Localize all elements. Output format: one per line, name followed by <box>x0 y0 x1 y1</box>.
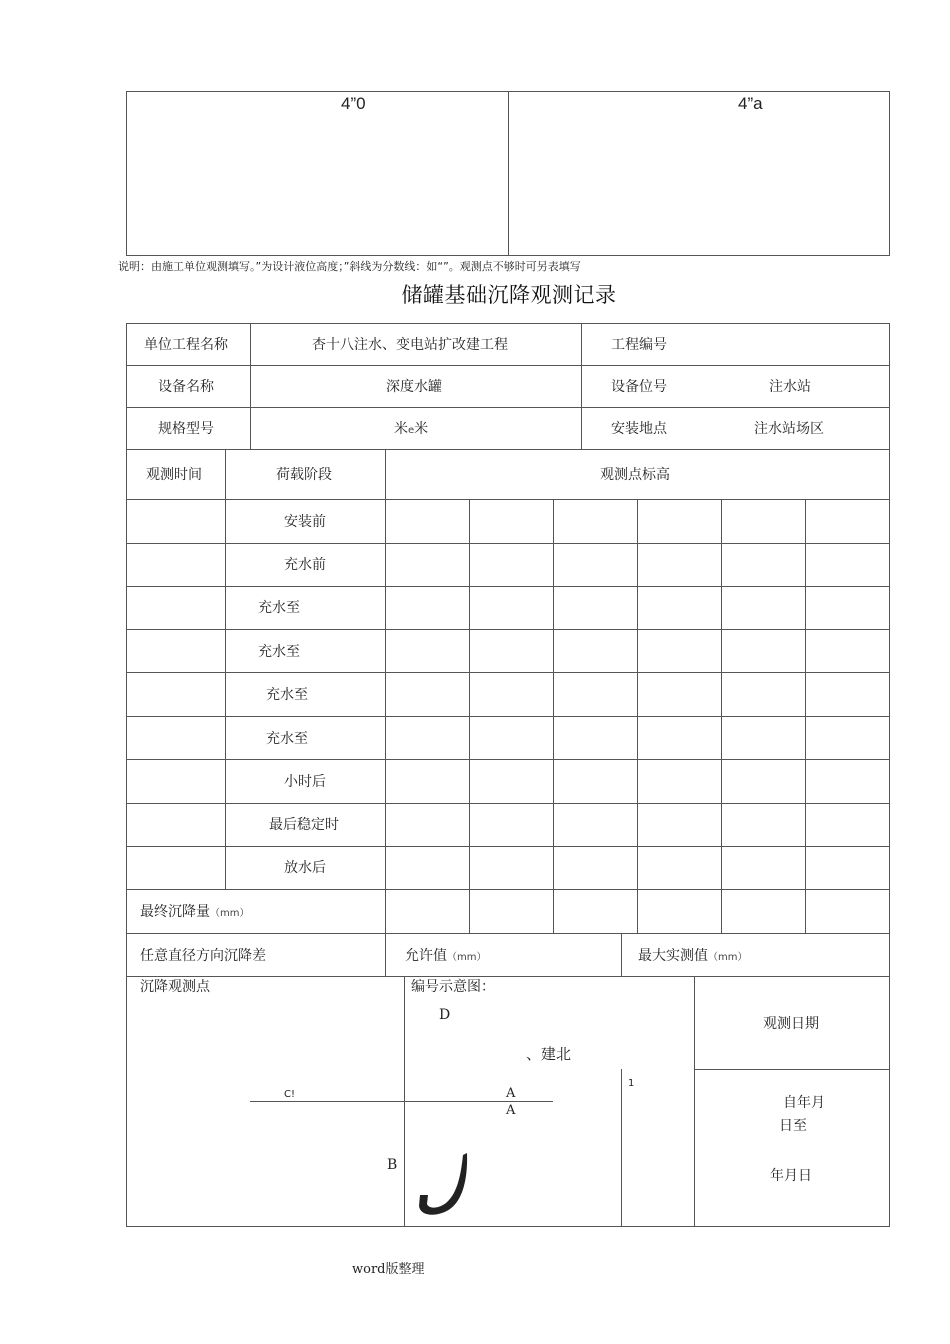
spec-label: 规格型号 <box>158 421 214 437</box>
row-line <box>126 846 890 847</box>
elevation-header: 观测点标高 <box>600 467 670 483</box>
max-measured-unit: （mm） <box>708 952 748 963</box>
diameter-diff-label: 任意直径方向沉降差 <box>140 948 266 964</box>
equipment-name-label: 设备名称 <box>158 379 214 395</box>
spec-value-b: 米 <box>414 421 429 437</box>
install-site-label: 安装地点 <box>611 421 667 437</box>
top-right-label: 4”a <box>738 94 763 113</box>
stage-label: 充水前 <box>284 557 326 573</box>
point-c-label: C! <box>284 1089 295 1100</box>
table-border-right <box>889 323 890 1227</box>
date-from-label: 自年月 <box>783 1095 825 1111</box>
col-line <box>637 499 638 933</box>
hook-mark-icon <box>416 1151 476 1221</box>
date-end-label: 年月日 <box>770 1168 812 1184</box>
col-line <box>469 499 470 933</box>
stage-label: 充水至 <box>266 687 308 703</box>
allowed-value-label <box>405 949 486 963</box>
settlement-points-label: 沉降观测点 <box>140 979 210 995</box>
equipment-position-label: 设备位号 <box>611 379 667 395</box>
date-day-label: 日至 <box>779 1118 807 1134</box>
stage-label: 放水后 <box>284 860 326 876</box>
diagram-line <box>621 1069 622 1227</box>
stage-label: 安装前 <box>284 514 326 530</box>
point-d-label: D <box>439 1007 451 1023</box>
final-settlement-text: 最终沉降量 <box>140 904 210 920</box>
row-line <box>126 543 890 544</box>
diagram-axis-line <box>250 1101 553 1102</box>
final-settlement-unit: （mm） <box>210 908 250 919</box>
row-line <box>126 759 890 760</box>
row-line <box>126 803 890 804</box>
spec-value <box>394 422 428 436</box>
col-line <box>250 323 251 449</box>
col-line <box>385 449 386 976</box>
unit-project-label: 单位工程名称 <box>144 337 228 353</box>
row-line <box>126 629 890 630</box>
col-line <box>694 976 695 1227</box>
col-line <box>805 499 806 933</box>
table-border-top <box>126 323 890 324</box>
top-box-divider <box>508 91 509 256</box>
col-line <box>553 499 554 933</box>
table-border-bottom <box>126 1226 890 1227</box>
spec-value-sub: e <box>408 425 415 436</box>
north-label: 、建北 <box>526 1045 572 1063</box>
top-left-label: 4”0 <box>341 94 366 113</box>
install-site-value: 注水站场区 <box>754 421 824 437</box>
row-line <box>126 449 890 450</box>
allowed-value-text: 允许值 <box>405 948 447 964</box>
stage-label: 充水至 <box>258 600 300 616</box>
point-a-label: A <box>506 1086 516 1101</box>
unit-project-value: 杏十八注水、变电站扩改建工程 <box>312 337 508 353</box>
row-line <box>694 1069 890 1070</box>
row-line <box>126 407 890 408</box>
max-measured-text: 最大实测值 <box>638 948 708 964</box>
row-line <box>126 716 890 717</box>
obs-time-header: 观测时间 <box>146 467 202 483</box>
point-a-label-2: A <box>506 1103 516 1118</box>
spec-value-a: 米 <box>394 421 408 437</box>
col-line <box>621 933 622 976</box>
max-measured-label <box>638 949 747 963</box>
equipment-position-value: 注水站 <box>769 379 811 395</box>
table-border-left <box>126 323 127 1227</box>
col-line <box>721 499 722 933</box>
observation-date-label: 观测日期 <box>763 1016 819 1032</box>
row-line <box>126 672 890 673</box>
col-line <box>581 323 582 449</box>
col-line <box>225 449 226 889</box>
stage-label: 充水至 <box>258 644 300 660</box>
numbering-diagram-label: 编号示意图： <box>411 979 495 995</box>
point-one-label: 1 <box>628 1078 635 1089</box>
allowed-value-unit: （mm） <box>447 952 487 963</box>
stage-label: 最后稳定时 <box>269 817 339 833</box>
row-line <box>126 499 890 500</box>
point-b-label: B <box>387 1157 398 1173</box>
row-line <box>126 586 890 587</box>
row-line <box>126 976 890 977</box>
settlement-record-table <box>126 323 890 1227</box>
footer-text: word版整理 <box>352 1262 425 1277</box>
final-settlement-label <box>140 905 249 919</box>
page-title: 储罐基础沉降观测记录 <box>401 283 617 307</box>
project-no-label: 工程编号 <box>611 337 667 353</box>
row-line <box>126 365 890 366</box>
stage-label: 充水至 <box>266 731 308 747</box>
row-line <box>126 889 890 890</box>
stage-label: 小时后 <box>284 774 326 790</box>
row-line <box>126 933 890 934</box>
equipment-name-value: 深度水罐 <box>386 379 442 395</box>
note-text: 说明：由施工单位观测填写。”为设计液位高度；”斜线为分数线：如“”。观测点不够时可另表填写 <box>118 260 581 273</box>
load-stage-header: 荷载阶段 <box>276 467 332 483</box>
